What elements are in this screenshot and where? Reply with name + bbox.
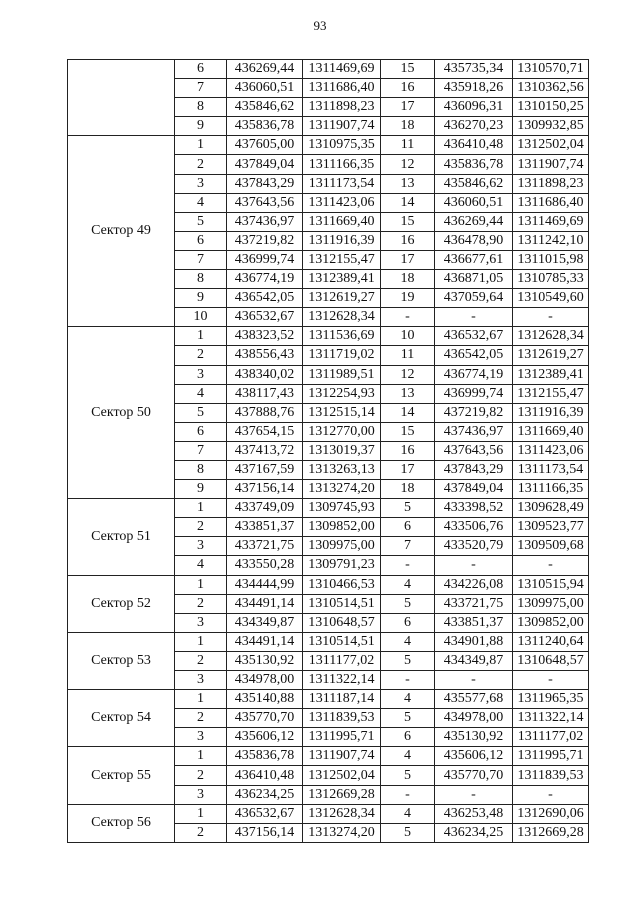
sector-label: Сектор 50 xyxy=(68,327,175,499)
coordinate-y: 1311423,06 xyxy=(303,193,381,212)
coordinate-y-right: 1309628,49 xyxy=(513,499,589,518)
table-row xyxy=(68,327,589,346)
coordinate-x-right: 436871,05 xyxy=(435,270,513,289)
coordinate-x-right: - xyxy=(435,671,513,690)
coordinate-y: 1313274,20 xyxy=(303,823,381,842)
coordinate-y: 1312770,00 xyxy=(303,422,381,441)
sector-label: Сектор 51 xyxy=(68,499,175,575)
coordinate-y-right: 1309932,85 xyxy=(513,117,589,136)
point-number: 7 xyxy=(175,250,227,269)
coordinate-x-right: 435836,78 xyxy=(435,155,513,174)
point-number-right: 16 xyxy=(381,441,435,460)
coordinate-x: 435130,92 xyxy=(227,651,303,670)
point-number: 7 xyxy=(175,79,227,98)
coordinate-x: 437436,97 xyxy=(227,212,303,231)
coordinate-x: 435846,62 xyxy=(227,98,303,117)
point-number-right: 16 xyxy=(381,79,435,98)
coordinate-x-right: 437436,97 xyxy=(435,422,513,441)
coordinate-x: 438117,43 xyxy=(227,384,303,403)
table-row xyxy=(68,747,589,766)
coordinate-y-right: 1311469,69 xyxy=(513,212,589,231)
coordinate-x-right: 434901,88 xyxy=(435,632,513,651)
coordinate-x-right: 437643,56 xyxy=(435,441,513,460)
coordinate-y-right: 1309523,77 xyxy=(513,518,589,537)
coordinate-y: 1312628,34 xyxy=(303,308,381,327)
coordinate-x: 438323,52 xyxy=(227,327,303,346)
coordinate-y: 1312155,47 xyxy=(303,250,381,269)
point-number: 1 xyxy=(175,327,227,346)
coordinate-x: 434491,14 xyxy=(227,632,303,651)
coordinate-y-right: 1311916,39 xyxy=(513,403,589,422)
coordinate-y: 1310514,51 xyxy=(303,594,381,613)
point-number-right: - xyxy=(381,785,435,804)
coordinate-y: 1311898,23 xyxy=(303,98,381,117)
coordinate-y: 1311469,69 xyxy=(303,60,381,79)
point-number-right: 13 xyxy=(381,174,435,193)
point-number-right: 18 xyxy=(381,117,435,136)
point-number-right: 18 xyxy=(381,480,435,499)
page-number: 93 xyxy=(313,18,327,33)
coordinate-y: 1310648,57 xyxy=(303,613,381,632)
point-number-right: 15 xyxy=(381,212,435,231)
coordinate-y-right: - xyxy=(513,785,589,804)
point-number: 3 xyxy=(175,365,227,384)
coordinate-y-right: 1311898,23 xyxy=(513,174,589,193)
coordinate-y: 1312389,41 xyxy=(303,270,381,289)
point-number: 9 xyxy=(175,117,227,136)
sector-label: Сектор 54 xyxy=(68,690,175,747)
coordinate-x: 433749,09 xyxy=(227,499,303,518)
table-row xyxy=(68,690,589,709)
coordinate-x-right: - xyxy=(435,308,513,327)
point-number: 4 xyxy=(175,556,227,575)
point-number: 2 xyxy=(175,346,227,365)
coordinate-y-right: 1311423,06 xyxy=(513,441,589,460)
coordinate-x-right: 435735,34 xyxy=(435,60,513,79)
coordinate-y-right: 1311907,74 xyxy=(513,155,589,174)
coordinate-y: 1313263,13 xyxy=(303,460,381,479)
coordinate-x-right: 435846,62 xyxy=(435,174,513,193)
point-number-right: 16 xyxy=(381,231,435,250)
coordinate-x-right: 435770,70 xyxy=(435,766,513,785)
point-number: 8 xyxy=(175,98,227,117)
coordinate-y: 1311916,39 xyxy=(303,231,381,250)
coordinate-y: 1311907,74 xyxy=(303,747,381,766)
point-number-right: 6 xyxy=(381,728,435,747)
coordinate-y: 1312515,14 xyxy=(303,403,381,422)
coordinate-x: 434978,00 xyxy=(227,671,303,690)
point-number-right: 4 xyxy=(381,747,435,766)
coordinate-x: 436999,74 xyxy=(227,250,303,269)
coordinate-y-right: 1312690,06 xyxy=(513,804,589,823)
point-number: 1 xyxy=(175,499,227,518)
point-number-right: - xyxy=(381,556,435,575)
sector-label: Сектор 52 xyxy=(68,575,175,632)
coordinate-x-right: 436270,23 xyxy=(435,117,513,136)
coordinate-y-right: - xyxy=(513,308,589,327)
point-number-right: 10 xyxy=(381,327,435,346)
point-number-right: 5 xyxy=(381,499,435,518)
point-number: 1 xyxy=(175,690,227,709)
coordinate-x-right: 437849,04 xyxy=(435,480,513,499)
coordinate-x-right: 433851,37 xyxy=(435,613,513,632)
coordinate-y-right: 1312502,04 xyxy=(513,136,589,155)
point-number: 7 xyxy=(175,441,227,460)
point-number-right: 11 xyxy=(381,136,435,155)
coordinate-y: 1312628,34 xyxy=(303,804,381,823)
coordinate-x: 436234,25 xyxy=(227,785,303,804)
coordinate-x-right: - xyxy=(435,556,513,575)
coordinate-x: 435140,88 xyxy=(227,690,303,709)
coordinate-y: 1311995,71 xyxy=(303,728,381,747)
coordinate-x: 436774,19 xyxy=(227,270,303,289)
coordinate-y-right: 1310648,57 xyxy=(513,651,589,670)
table-row xyxy=(68,575,589,594)
point-number: 1 xyxy=(175,136,227,155)
coordinate-y: 1311989,51 xyxy=(303,365,381,384)
point-number-right: 17 xyxy=(381,460,435,479)
coordinate-y: 1311322,14 xyxy=(303,671,381,690)
coordinate-x: 436269,44 xyxy=(227,60,303,79)
table-row xyxy=(68,804,589,823)
coordinate-x-right: 434349,87 xyxy=(435,651,513,670)
point-number-right: 4 xyxy=(381,575,435,594)
point-number-right: 6 xyxy=(381,518,435,537)
table-row xyxy=(68,60,589,79)
coordinate-x: 438556,43 xyxy=(227,346,303,365)
coordinate-x: 437888,76 xyxy=(227,403,303,422)
coordinate-x-right: 436478,90 xyxy=(435,231,513,250)
table-row xyxy=(68,632,589,651)
coordinate-y-right: 1310150,25 xyxy=(513,98,589,117)
point-number: 9 xyxy=(175,289,227,308)
point-number-right: - xyxy=(381,671,435,690)
table-row xyxy=(68,499,589,518)
coordinate-x: 434349,87 xyxy=(227,613,303,632)
coordinate-y: 1311686,40 xyxy=(303,79,381,98)
coordinate-y-right: 1311322,14 xyxy=(513,709,589,728)
point-number: 2 xyxy=(175,651,227,670)
coordinate-x-right: 436096,31 xyxy=(435,98,513,117)
coordinate-x: 437643,56 xyxy=(227,193,303,212)
point-number-right: 12 xyxy=(381,155,435,174)
coordinate-x: 437219,82 xyxy=(227,231,303,250)
coordinate-y: 1311839,53 xyxy=(303,709,381,728)
point-number: 1 xyxy=(175,804,227,823)
coordinate-y-right: 1311686,40 xyxy=(513,193,589,212)
sector-label: Сектор 49 xyxy=(68,136,175,327)
point-number: 6 xyxy=(175,60,227,79)
point-number: 3 xyxy=(175,728,227,747)
coordinate-y-right: 1311965,35 xyxy=(513,690,589,709)
coordinate-y-right: 1312628,34 xyxy=(513,327,589,346)
coordinate-y-right: 1310785,33 xyxy=(513,270,589,289)
coordinate-y: 1309745,93 xyxy=(303,499,381,518)
coordinate-x: 436532,67 xyxy=(227,804,303,823)
coordinate-y-right: 1311995,71 xyxy=(513,747,589,766)
coordinate-y: 1311907,74 xyxy=(303,117,381,136)
coordinate-x-right: 433398,52 xyxy=(435,499,513,518)
coordinate-x-right: 436999,74 xyxy=(435,384,513,403)
coordinate-x: 437843,29 xyxy=(227,174,303,193)
sector-label xyxy=(68,60,175,136)
table-body xyxy=(68,60,589,843)
point-number-right: 5 xyxy=(381,594,435,613)
point-number: 6 xyxy=(175,231,227,250)
point-number-right: 6 xyxy=(381,613,435,632)
point-number-right: 5 xyxy=(381,823,435,842)
coordinate-y: 1310975,35 xyxy=(303,136,381,155)
coordinate-x: 435606,12 xyxy=(227,728,303,747)
point-number: 1 xyxy=(175,575,227,594)
coordinate-y: 1313274,20 xyxy=(303,480,381,499)
point-number: 1 xyxy=(175,747,227,766)
coordinate-y: 1311669,40 xyxy=(303,212,381,231)
coordinate-y-right: 1311839,53 xyxy=(513,766,589,785)
point-number: 2 xyxy=(175,594,227,613)
coordinate-y: 1310514,51 xyxy=(303,632,381,651)
coordinate-y: 1311536,69 xyxy=(303,327,381,346)
point-number-right: 5 xyxy=(381,709,435,728)
coordinate-x-right: 436060,51 xyxy=(435,193,513,212)
coordinate-y-right: 1310515,94 xyxy=(513,575,589,594)
coordinate-y-right: 1312155,47 xyxy=(513,384,589,403)
coordinate-y: 1309852,00 xyxy=(303,518,381,537)
point-number: 3 xyxy=(175,537,227,556)
point-number: 3 xyxy=(175,174,227,193)
coordinate-x-right: 435606,12 xyxy=(435,747,513,766)
coordinate-x: 435770,70 xyxy=(227,709,303,728)
coordinate-y: 1312669,28 xyxy=(303,785,381,804)
point-number-right: 5 xyxy=(381,766,435,785)
coordinate-y-right: 1309852,00 xyxy=(513,613,589,632)
coordinate-x-right: 436542,05 xyxy=(435,346,513,365)
point-number: 1 xyxy=(175,632,227,651)
point-number: 10 xyxy=(175,308,227,327)
point-number-right: 17 xyxy=(381,250,435,269)
coordinate-y-right: 1311166,35 xyxy=(513,480,589,499)
coordinate-y: 1311187,14 xyxy=(303,690,381,709)
coordinate-x-right: 435130,92 xyxy=(435,728,513,747)
point-number-right: 18 xyxy=(381,270,435,289)
sector-label: Сектор 56 xyxy=(68,804,175,842)
coordinate-x-right: 436234,25 xyxy=(435,823,513,842)
coordinate-x-right: 435918,26 xyxy=(435,79,513,98)
coordinate-x: 434491,14 xyxy=(227,594,303,613)
coordinate-y-right: 1310362,56 xyxy=(513,79,589,98)
coordinate-y: 1309791,23 xyxy=(303,556,381,575)
point-number: 3 xyxy=(175,613,227,632)
coordinate-y-right: 1309975,00 xyxy=(513,594,589,613)
coordinate-x: 437156,14 xyxy=(227,480,303,499)
point-number: 5 xyxy=(175,212,227,231)
coordinate-y: 1309975,00 xyxy=(303,537,381,556)
coordinate-y-right: - xyxy=(513,671,589,690)
coordinate-x: 435836,78 xyxy=(227,117,303,136)
coordinate-y: 1313019,37 xyxy=(303,441,381,460)
coordinate-y-right: 1311173,54 xyxy=(513,460,589,479)
point-number-right: 15 xyxy=(381,422,435,441)
point-number: 3 xyxy=(175,671,227,690)
point-number: 4 xyxy=(175,384,227,403)
point-number: 5 xyxy=(175,403,227,422)
point-number-right: - xyxy=(381,308,435,327)
coordinate-y-right: 1310549,60 xyxy=(513,289,589,308)
coordinate-x: 436532,67 xyxy=(227,308,303,327)
point-number: 4 xyxy=(175,193,227,212)
coordinate-x-right: 433506,76 xyxy=(435,518,513,537)
coordinate-x: 433721,75 xyxy=(227,537,303,556)
coordinate-x-right: 436774,19 xyxy=(435,365,513,384)
coordinate-y-right: 1311015,98 xyxy=(513,250,589,269)
coordinate-x: 437849,04 xyxy=(227,155,303,174)
coordinate-x-right: 434978,00 xyxy=(435,709,513,728)
coordinate-x: 433550,28 xyxy=(227,556,303,575)
sector-label: Сектор 53 xyxy=(68,632,175,689)
coordinate-x-right: 433721,75 xyxy=(435,594,513,613)
coordinate-y-right: 1311177,02 xyxy=(513,728,589,747)
point-number: 6 xyxy=(175,422,227,441)
coordinate-y: 1311719,02 xyxy=(303,346,381,365)
coordinate-y: 1310466,53 xyxy=(303,575,381,594)
point-number-right: 13 xyxy=(381,384,435,403)
coordinate-y-right: 1311669,40 xyxy=(513,422,589,441)
coordinate-y-right: 1312389,41 xyxy=(513,365,589,384)
point-number: 3 xyxy=(175,785,227,804)
coordinate-x: 437605,00 xyxy=(227,136,303,155)
point-number-right: 19 xyxy=(381,289,435,308)
coordinate-x: 434444,99 xyxy=(227,575,303,594)
point-number-right: 12 xyxy=(381,365,435,384)
point-number-right: 14 xyxy=(381,403,435,422)
coordinate-x: 435836,78 xyxy=(227,747,303,766)
coordinate-y: 1311166,35 xyxy=(303,155,381,174)
coordinate-x-right: 437219,82 xyxy=(435,403,513,422)
coordinate-x: 436542,05 xyxy=(227,289,303,308)
coordinate-x-right: 436410,48 xyxy=(435,136,513,155)
point-number-right: 15 xyxy=(381,60,435,79)
coordinate-y-right: 1312669,28 xyxy=(513,823,589,842)
coordinate-x: 437156,14 xyxy=(227,823,303,842)
coordinate-x-right: 433520,79 xyxy=(435,537,513,556)
coordinate-x: 433851,37 xyxy=(227,518,303,537)
point-number-right: 4 xyxy=(381,690,435,709)
coordinate-x-right: 437843,29 xyxy=(435,460,513,479)
point-number-right: 4 xyxy=(381,804,435,823)
point-number-right: 17 xyxy=(381,98,435,117)
point-number: 2 xyxy=(175,766,227,785)
sector-label: Сектор 55 xyxy=(68,747,175,804)
coordinate-x-right: 435577,68 xyxy=(435,690,513,709)
point-number-right: 11 xyxy=(381,346,435,365)
coordinate-x-right: 436532,67 xyxy=(435,327,513,346)
coordinate-y-right: 1312619,27 xyxy=(513,346,589,365)
coordinate-y-right: 1310570,71 xyxy=(513,60,589,79)
coordinate-y: 1311173,54 xyxy=(303,174,381,193)
point-number-right: 14 xyxy=(381,193,435,212)
coordinate-x-right: 434226,08 xyxy=(435,575,513,594)
coordinate-x-right: 436677,61 xyxy=(435,250,513,269)
coordinate-y-right: 1311240,64 xyxy=(513,632,589,651)
coordinate-x-right: 436253,48 xyxy=(435,804,513,823)
coordinate-x: 437654,15 xyxy=(227,422,303,441)
coordinate-y-right: - xyxy=(513,556,589,575)
coordinate-x-right: 436269,44 xyxy=(435,212,513,231)
coordinate-y: 1312619,27 xyxy=(303,289,381,308)
coordinate-x: 436410,48 xyxy=(227,766,303,785)
point-number-right: 5 xyxy=(381,651,435,670)
point-number: 9 xyxy=(175,480,227,499)
point-number: 2 xyxy=(175,518,227,537)
coordinate-x: 438340,02 xyxy=(227,365,303,384)
table-row xyxy=(68,136,589,155)
point-number: 8 xyxy=(175,270,227,289)
coordinate-x: 437413,72 xyxy=(227,441,303,460)
coordinate-x: 436060,51 xyxy=(227,79,303,98)
coordinate-x-right: 437059,64 xyxy=(435,289,513,308)
point-number: 2 xyxy=(175,823,227,842)
coordinate-y: 1312254,93 xyxy=(303,384,381,403)
coordinate-y: 1311177,02 xyxy=(303,651,381,670)
point-number-right: 7 xyxy=(381,537,435,556)
coordinate-y-right: 1309509,68 xyxy=(513,537,589,556)
point-number: 8 xyxy=(175,460,227,479)
coordinate-y-right: 1311242,10 xyxy=(513,231,589,250)
point-number: 2 xyxy=(175,155,227,174)
point-number-right: 4 xyxy=(381,632,435,651)
coordinate-x: 437167,59 xyxy=(227,460,303,479)
point-number: 2 xyxy=(175,709,227,728)
coordinate-y: 1312502,04 xyxy=(303,766,381,785)
coordinates-table xyxy=(67,59,589,843)
coordinate-x-right: - xyxy=(435,785,513,804)
